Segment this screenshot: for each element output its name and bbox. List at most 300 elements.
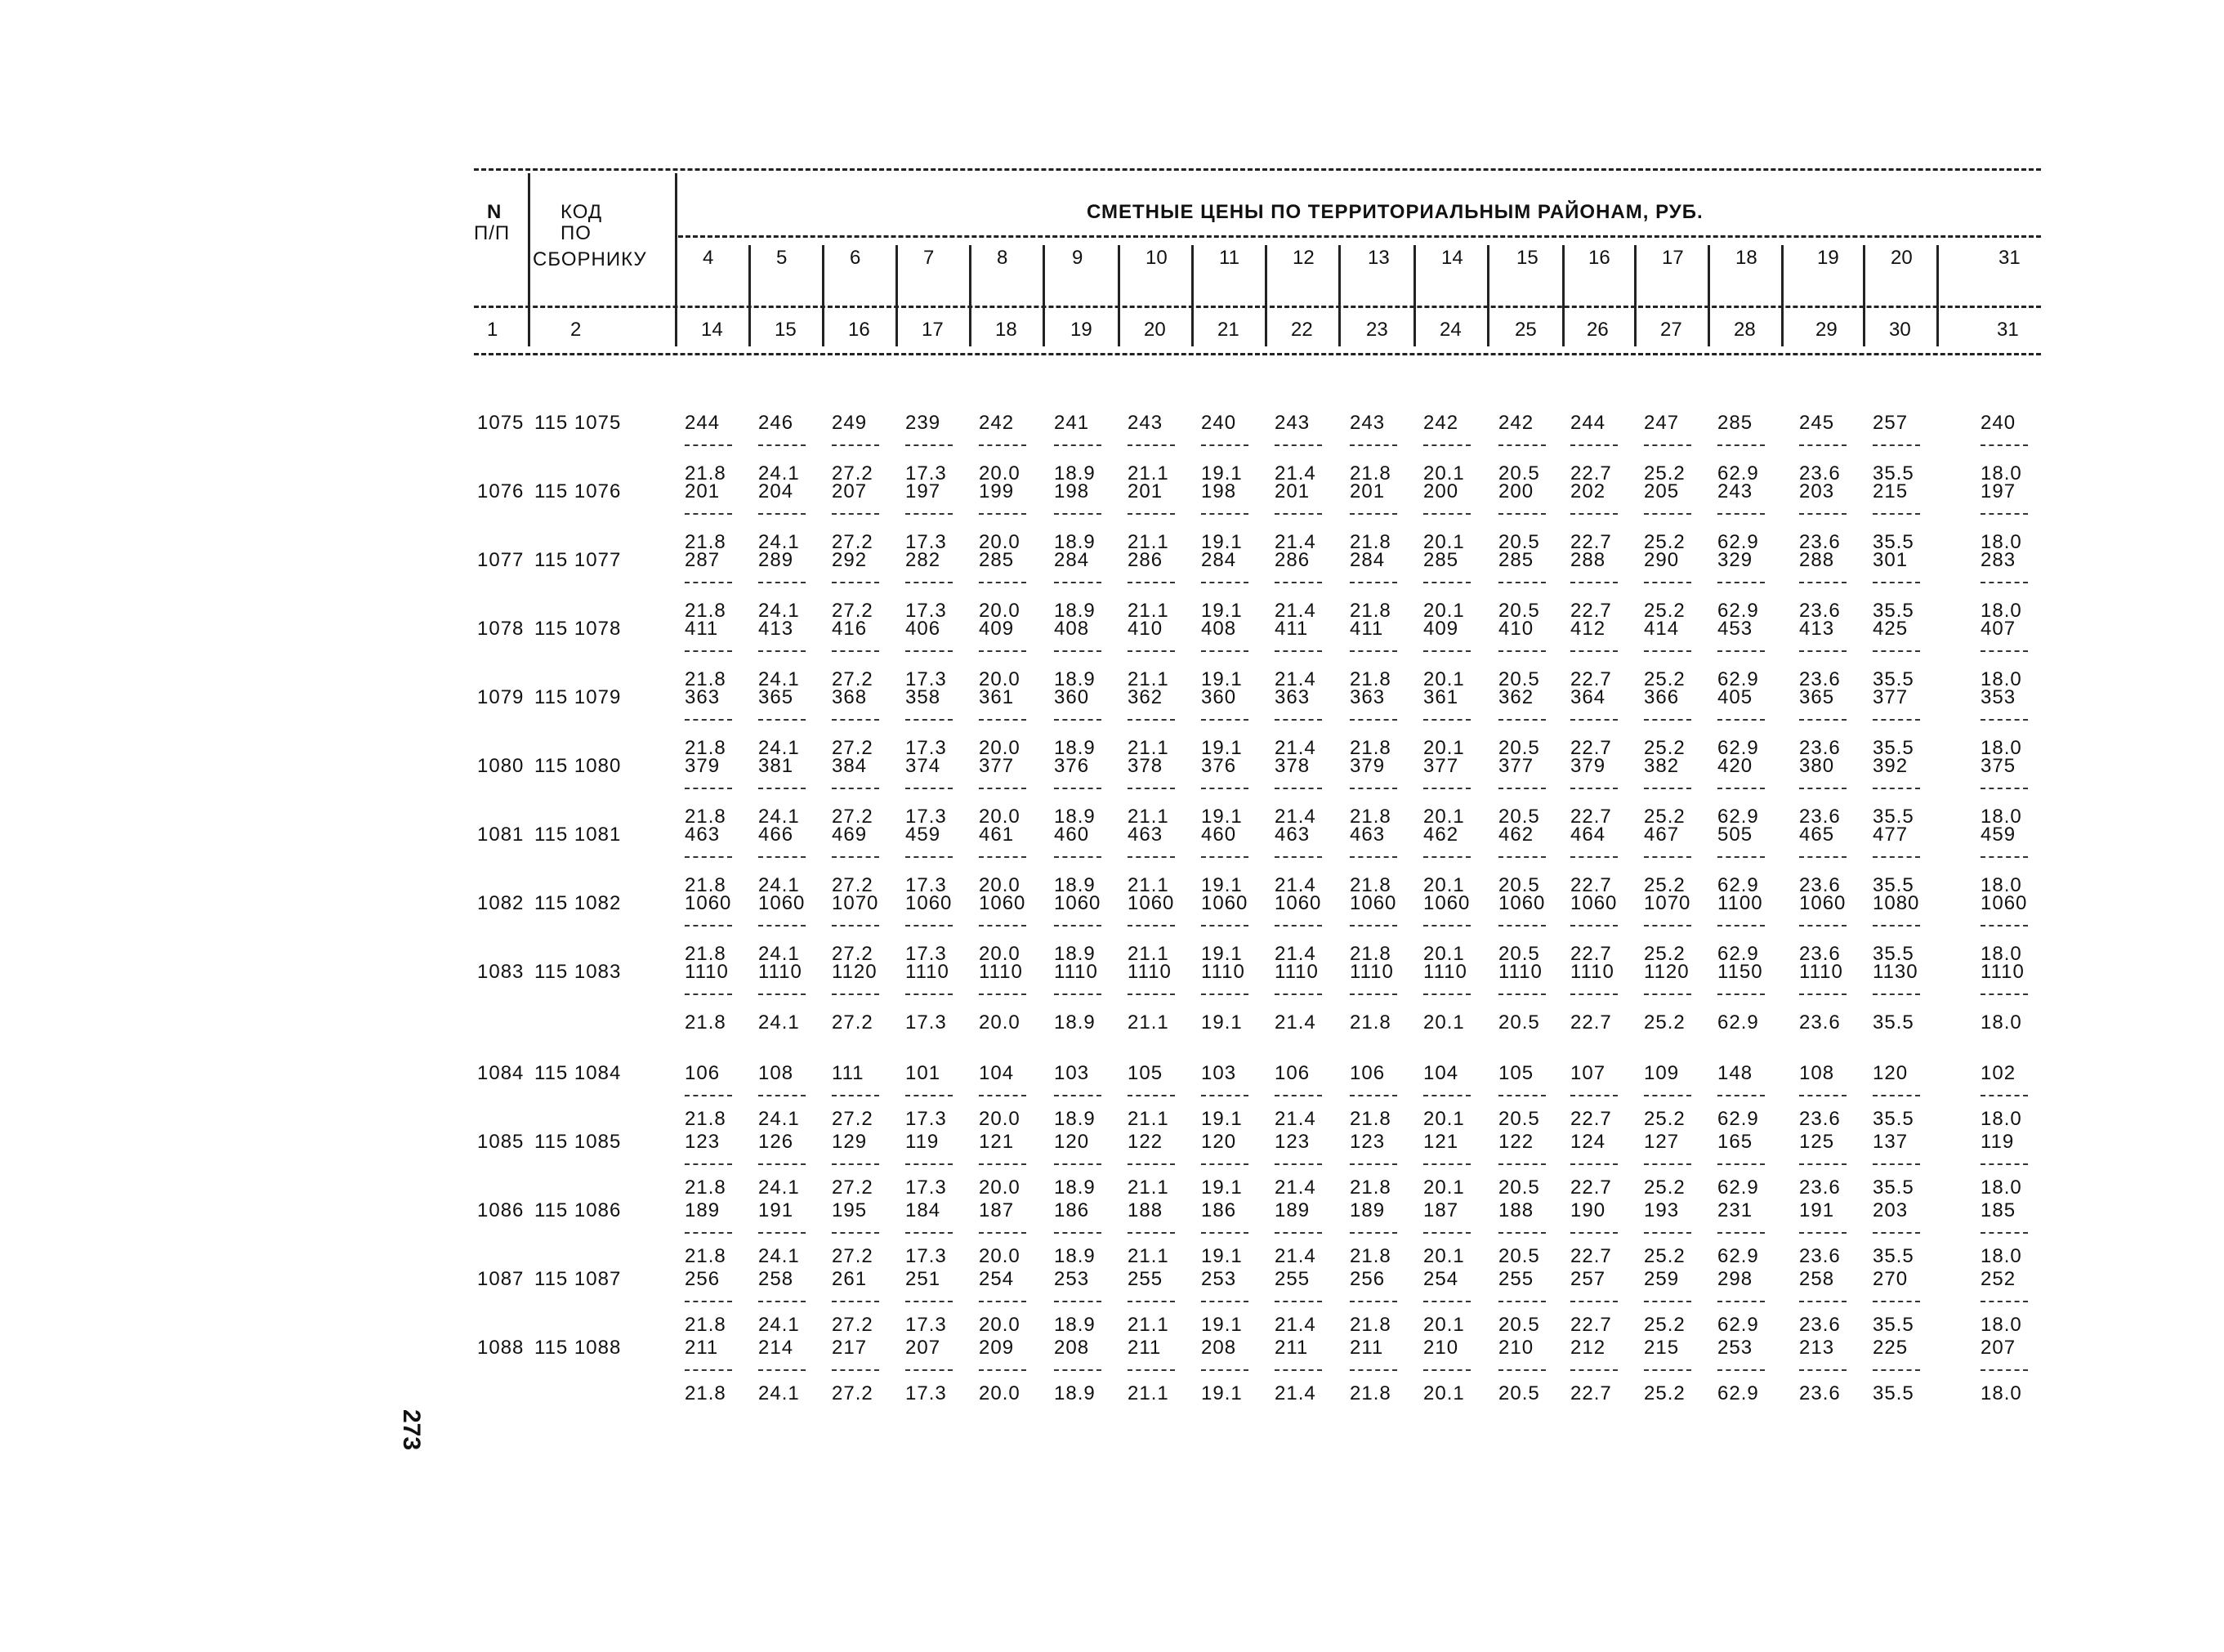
coefficient-cell: 27.2 [832,806,873,828]
district-9: 9 [1072,247,1083,269]
price-cell: 121 [1423,1131,1459,1153]
coefficient-cell: 21.4 [1275,1382,1316,1404]
header-code-3: СБОРНИКУ [533,248,647,270]
coefficient-cell: 24.1 [758,462,800,484]
fraction-rule [758,513,806,515]
coefficient-cell: 23.6 [1799,668,1841,690]
coefficient-cell: 20.0 [979,1382,1020,1404]
header-col-divider [895,245,898,346]
coefficient-cell: 20.0 [979,737,1020,759]
fraction-rule [1054,788,1101,789]
price-cell: 120 [1873,1062,1909,1084]
fraction-rule [1423,788,1471,789]
price-cell: 288 [1799,549,1835,571]
price-cell: 197 [905,480,941,502]
price-cell: 121 [979,1131,1015,1153]
fraction-rule [832,1369,879,1371]
row-code: 115 1088 [534,1337,622,1359]
fraction-rule [685,650,732,652]
price-cell: 243 [1350,412,1386,434]
fraction-rule [1054,444,1101,446]
coefficient-cell: 21.1 [1128,1176,1169,1199]
coefficient-cell: 35.5 [1873,806,1914,828]
price-cell: 365 [1799,686,1835,708]
price-cell: 505 [1717,824,1753,846]
column-number-1: 1 [487,319,498,341]
coefficient-cell: 20.0 [979,531,1020,553]
row-number: 1083 [477,961,525,983]
coefficient-cell: 21.8 [1350,943,1391,965]
fraction-rule [1717,444,1765,446]
fraction-rule [1644,1232,1691,1234]
fraction-rule [758,925,806,926]
price-cell: 259 [1644,1268,1680,1290]
coefficient-cell: 21.1 [1128,600,1169,622]
fraction-rule [1498,1163,1546,1165]
coefficient-cell: 20.5 [1498,1011,1540,1034]
coefficient-cell: 27.2 [832,668,873,690]
coefficient-cell: 62.9 [1717,1108,1759,1130]
price-cell: 1110 [1570,961,1614,983]
price-cell: 187 [1423,1199,1459,1221]
district-20: 20 [1891,247,1913,269]
fraction-rule [1717,788,1765,789]
fraction-rule [1423,856,1471,858]
coefficient-cell: 35.5 [1873,874,1914,896]
price-cell: 105 [1128,1062,1163,1084]
coefficient-cell: 18.9 [1054,806,1096,828]
fraction-rule [1275,925,1322,926]
fraction-rule [1873,582,1920,583]
price-cell: 285 [1498,549,1534,571]
coefficient-cell: 24.1 [758,943,800,965]
row-code: 115 1076 [534,480,622,502]
fraction-rule [1570,1232,1618,1234]
price-cell: 189 [1275,1199,1311,1221]
price-cell: 257 [1873,412,1909,434]
fraction-rule [979,1095,1026,1096]
fraction-rule [1350,856,1397,858]
price-cell: 285 [979,549,1015,571]
coefficient-cell: 21.1 [1128,531,1169,553]
price-cell: 1080 [1873,892,1920,914]
price-cell: 461 [979,824,1015,846]
price-cell: 184 [905,1199,941,1221]
coefficient-cell: 62.9 [1717,600,1759,622]
coefficient-cell: 21.4 [1275,668,1316,690]
fraction-rule [1498,650,1546,652]
fraction-rule [905,1095,953,1096]
fraction-rule [1054,1301,1101,1302]
coefficient-cell: 35.5 [1873,1176,1914,1199]
coefficient-cell: 27.2 [832,1382,873,1404]
coefficient-cell: 20.5 [1498,1314,1540,1336]
coefficient-cell: 20.0 [979,1245,1020,1267]
fraction-rule [1350,1301,1397,1302]
coefficient-cell: 21.1 [1128,1245,1169,1267]
coefficient-cell: 20.0 [979,874,1020,896]
fraction-rule [1201,1095,1248,1096]
fraction-rule [1570,856,1618,858]
fraction-rule [1981,1369,2028,1371]
price-cell: 188 [1128,1199,1163,1221]
row-code: 115 1084 [534,1062,622,1084]
district-16: 16 [1588,247,1610,269]
price-cell: 374 [905,755,941,777]
coefficient-cell: 23.6 [1799,462,1841,484]
price-cell: 1060 [1423,892,1471,914]
fraction-rule [1873,1369,1920,1371]
row-code: 115 1079 [534,686,622,708]
coefficient-cell: 17.3 [905,1011,947,1034]
price-cell: 256 [685,1268,721,1290]
price-cell: 298 [1717,1268,1753,1290]
fraction-rule [1644,925,1691,926]
price-cell: 378 [1275,755,1311,777]
price-cell: 199 [979,480,1015,502]
price-cell: 462 [1498,824,1534,846]
price-cell: 201 [1275,480,1311,502]
coefficient-cell: 20.5 [1498,462,1540,484]
fraction-rule [1498,582,1546,583]
row-number: 1087 [477,1268,525,1290]
coefficient-cell: 21.8 [685,737,726,759]
fraction-rule [685,1301,732,1302]
price-cell: 123 [685,1131,721,1153]
fraction-rule [1350,582,1397,583]
price-cell: 104 [1423,1062,1459,1084]
fraction-rule [1799,1095,1847,1096]
price-cell: 365 [758,686,794,708]
fraction-rule [1717,513,1765,515]
fraction-rule [1873,444,1920,446]
price-cell: 377 [1498,755,1534,777]
fraction-rule [1128,513,1175,515]
price-cell: 242 [979,412,1015,434]
price-cell: 1110 [1498,961,1543,983]
price-cell: 212 [1570,1337,1606,1359]
row-code: 115 1081 [534,824,622,846]
price-cell: 1100 [1717,892,1763,914]
coefficient-cell: 20.1 [1423,1382,1465,1404]
fraction-rule [1981,788,2028,789]
fraction-rule [1644,444,1691,446]
coefficient-cell: 25.2 [1644,1245,1686,1267]
coefficient-cell: 18.0 [1981,668,2022,690]
coefficient-cell: 20.0 [979,1176,1020,1199]
fraction-rule [1423,650,1471,652]
price-cell: 211 [1128,1337,1162,1359]
row-number: 1079 [477,686,525,708]
column-number-26: 26 [1587,319,1609,341]
fraction-rule [905,719,953,721]
coefficient-cell: 19.1 [1201,1245,1243,1267]
price-cell: 376 [1054,755,1090,777]
coefficient-cell: 18.9 [1054,943,1096,965]
price-cell: 413 [1799,618,1835,640]
price-cell: 409 [979,618,1015,640]
price-cell: 459 [905,824,941,846]
coefficient-cell: 21.4 [1275,943,1316,965]
fraction-rule [758,1163,806,1165]
fraction-rule [1498,1232,1546,1234]
header-col-divider [1487,245,1489,346]
header-col-divider [1781,245,1784,346]
price-cell: 247 [1644,412,1680,434]
price-cell: 214 [758,1337,794,1359]
price-cell: 285 [1717,412,1753,434]
price-cell: 288 [1570,549,1606,571]
price-cell: 203 [1873,1199,1909,1221]
fraction-rule [1201,1301,1248,1302]
column-number-29: 29 [1815,319,1838,341]
coefficient-cell: 25.2 [1644,1176,1686,1199]
coefficient-cell: 21.8 [1350,1382,1391,1404]
fraction-rule [1873,1163,1920,1165]
fraction-rule [1350,993,1397,995]
fraction-rule [832,1095,879,1096]
fraction-rule [1498,1301,1546,1302]
coefficient-cell: 18.9 [1054,600,1096,622]
price-cell: 286 [1128,549,1163,571]
price-cell: 120 [1201,1131,1237,1153]
price-cell: 258 [758,1268,794,1290]
header-col-divider [1708,245,1710,346]
coefficient-cell: 24.1 [758,531,800,553]
coefficient-cell: 22.7 [1570,1176,1612,1199]
fraction-rule [1275,719,1322,721]
fraction-rule [1054,650,1101,652]
coefficient-cell: 20.5 [1498,874,1540,896]
price-cell: 197 [1981,480,2016,502]
column-number-18: 18 [995,319,1017,341]
coefficient-cell: 21.1 [1128,462,1169,484]
price-cell: 379 [1570,755,1606,777]
fraction-rule [1128,993,1175,995]
row-number: 1082 [477,892,525,914]
fraction-rule [1423,925,1471,926]
coefficient-cell: 21.4 [1275,1108,1316,1130]
coefficient-cell: 35.5 [1873,1108,1914,1130]
coefficient-cell: 21.8 [1350,531,1391,553]
price-cell: 376 [1201,755,1237,777]
coefficient-cell: 22.7 [1570,806,1612,828]
row-code: 115 1078 [534,618,622,640]
coefficient-cell: 24.1 [758,737,800,759]
price-cell: 467 [1644,824,1680,846]
header-vbar-2 [675,173,677,346]
coefficient-cell: 21.1 [1128,1108,1169,1130]
fraction-rule [1981,513,2028,515]
coefficient-cell: 21.8 [1350,1176,1391,1199]
fraction-rule [758,444,806,446]
fraction-rule [1570,788,1618,789]
fraction-rule [979,444,1026,446]
price-cell: 242 [1498,412,1534,434]
column-number-30: 30 [1889,319,1911,341]
column-number-2: 2 [570,319,582,341]
column-number-25: 25 [1515,319,1537,341]
fraction-rule [685,582,732,583]
coefficient-cell: 35.5 [1873,943,1914,965]
coefficient-cell: 20.5 [1498,600,1540,622]
price-cell: 460 [1201,824,1237,846]
header-bottom-rule [474,353,2041,355]
coefficient-cell: 21.4 [1275,737,1316,759]
coefficient-cell: 21.8 [1350,1245,1391,1267]
coefficient-cell: 23.6 [1799,1245,1841,1267]
price-cell: 377 [1873,686,1909,708]
fraction-rule [1644,513,1691,515]
fraction-rule [1498,993,1546,995]
coefficient-cell: 21.4 [1275,531,1316,553]
fraction-rule [685,1163,732,1165]
fraction-rule [1799,1369,1847,1371]
price-cell: 125 [1799,1131,1835,1153]
fraction-rule [1201,650,1248,652]
coefficient-cell: 20.5 [1498,1382,1540,1404]
fraction-rule [1128,788,1175,789]
coefficient-cell: 25.2 [1644,806,1686,828]
coefficient-cell: 25.2 [1644,1314,1686,1336]
price-cell: 477 [1873,824,1909,846]
price-cell: 105 [1498,1062,1534,1084]
header-col-divider [1265,245,1267,346]
coefficient-cell: 22.7 [1570,1108,1612,1130]
fraction-rule [1054,719,1101,721]
fraction-rule [685,1095,732,1096]
coefficient-cell: 21.8 [1350,874,1391,896]
coefficient-cell: 22.7 [1570,1382,1612,1404]
price-cell: 284 [1201,549,1237,571]
fraction-rule [1498,788,1546,789]
price-cell: 124 [1570,1131,1606,1153]
coefficient-cell: 17.3 [905,600,947,622]
price-cell: 1120 [1644,961,1690,983]
price-cell: 123 [1275,1131,1311,1153]
coefficient-cell: 25.2 [1644,462,1686,484]
fraction-rule [1423,1232,1471,1234]
coefficient-cell: 35.5 [1873,1011,1914,1034]
price-cell: 1120 [832,961,878,983]
coefficient-cell: 25.2 [1644,1011,1686,1034]
coefficient-cell: 18.0 [1981,1108,2022,1130]
coefficient-cell: 19.1 [1201,874,1243,896]
fraction-rule [1350,1163,1397,1165]
price-cell: 464 [1570,824,1606,846]
price-cell: 1130 [1873,961,1918,983]
coefficient-cell: 21.8 [685,462,726,484]
coefficient-cell: 62.9 [1717,1314,1759,1336]
fraction-rule [1275,788,1322,789]
fraction-rule [1981,925,2028,926]
fraction-rule [1570,1095,1618,1096]
fraction-rule [1717,993,1765,995]
coefficient-cell: 18.0 [1981,600,2022,622]
coefficient-cell: 20.0 [979,943,1020,965]
coefficient-cell: 25.2 [1644,531,1686,553]
fraction-rule [1275,582,1322,583]
coefficient-cell: 22.7 [1570,1314,1612,1336]
fraction-rule [1981,856,2028,858]
fraction-rule [1498,856,1546,858]
price-cell: 203 [1799,480,1835,502]
fraction-rule [1128,650,1175,652]
price-cell: 120 [1054,1131,1090,1153]
coefficient-cell: 25.2 [1644,1382,1686,1404]
fraction-rule [1644,650,1691,652]
coefficient-cell: 18.9 [1054,737,1096,759]
fraction-rule [1799,788,1847,789]
price-cell: 1060 [758,892,806,914]
coefficient-cell: 62.9 [1717,1245,1759,1267]
district-6: 6 [850,247,861,269]
price-cell: 284 [1350,549,1386,571]
coefficient-cell: 23.6 [1799,943,1841,965]
coefficient-cell: 22.7 [1570,943,1612,965]
price-cell: 242 [1423,412,1459,434]
coefficient-cell: 18.9 [1054,1011,1096,1034]
coefficient-cell: 21.8 [685,1314,726,1336]
coefficient-cell: 17.3 [905,531,947,553]
row-number: 1081 [477,824,525,846]
price-cell: 425 [1873,618,1909,640]
price-cell: 210 [1498,1337,1534,1359]
price-cell: 104 [979,1062,1015,1084]
price-cell: 243 [1275,412,1311,434]
coefficient-cell: 19.1 [1201,531,1243,553]
page-number: 273 [398,1409,425,1451]
price-cell: 377 [979,755,1015,777]
coefficient-cell: 62.9 [1717,1382,1759,1404]
fraction-rule [1350,1232,1397,1234]
coefficient-cell: 23.6 [1799,600,1841,622]
fraction-rule [832,1301,879,1302]
coefficient-cell: 17.3 [905,737,947,759]
price-cell: 380 [1799,755,1835,777]
price-cell: 127 [1644,1131,1680,1153]
coefficient-cell: 21.1 [1128,806,1169,828]
district-7: 7 [923,247,935,269]
fraction-rule [1644,582,1691,583]
fraction-rule [1873,1301,1920,1302]
price-cell: 1060 [685,892,732,914]
coefficient-cell: 35.5 [1873,668,1914,690]
price-cell: 375 [1981,755,2016,777]
price-cell: 1110 [1799,961,1843,983]
coefficient-cell: 20.1 [1423,600,1465,622]
fraction-rule [1981,1232,2028,1234]
coefficient-cell: 62.9 [1717,668,1759,690]
coefficient-cell: 19.1 [1201,1108,1243,1130]
coefficient-cell: 18.0 [1981,1245,2022,1267]
fraction-rule [1873,719,1920,721]
fraction-rule [1570,719,1618,721]
fraction-rule [905,582,953,583]
column-number-17: 17 [922,319,944,341]
price-cell: 122 [1128,1131,1163,1153]
coefficient-cell: 24.1 [758,806,800,828]
price-cell: 290 [1644,549,1680,571]
fraction-rule [1981,444,2028,446]
fraction-rule [832,1163,879,1165]
coefficient-cell: 24.1 [758,874,800,896]
fraction-rule [1275,1163,1322,1165]
price-cell: 185 [1981,1199,2016,1221]
coefficient-cell: 17.3 [905,1176,947,1199]
fraction-rule [1275,513,1322,515]
fraction-rule [1799,719,1847,721]
